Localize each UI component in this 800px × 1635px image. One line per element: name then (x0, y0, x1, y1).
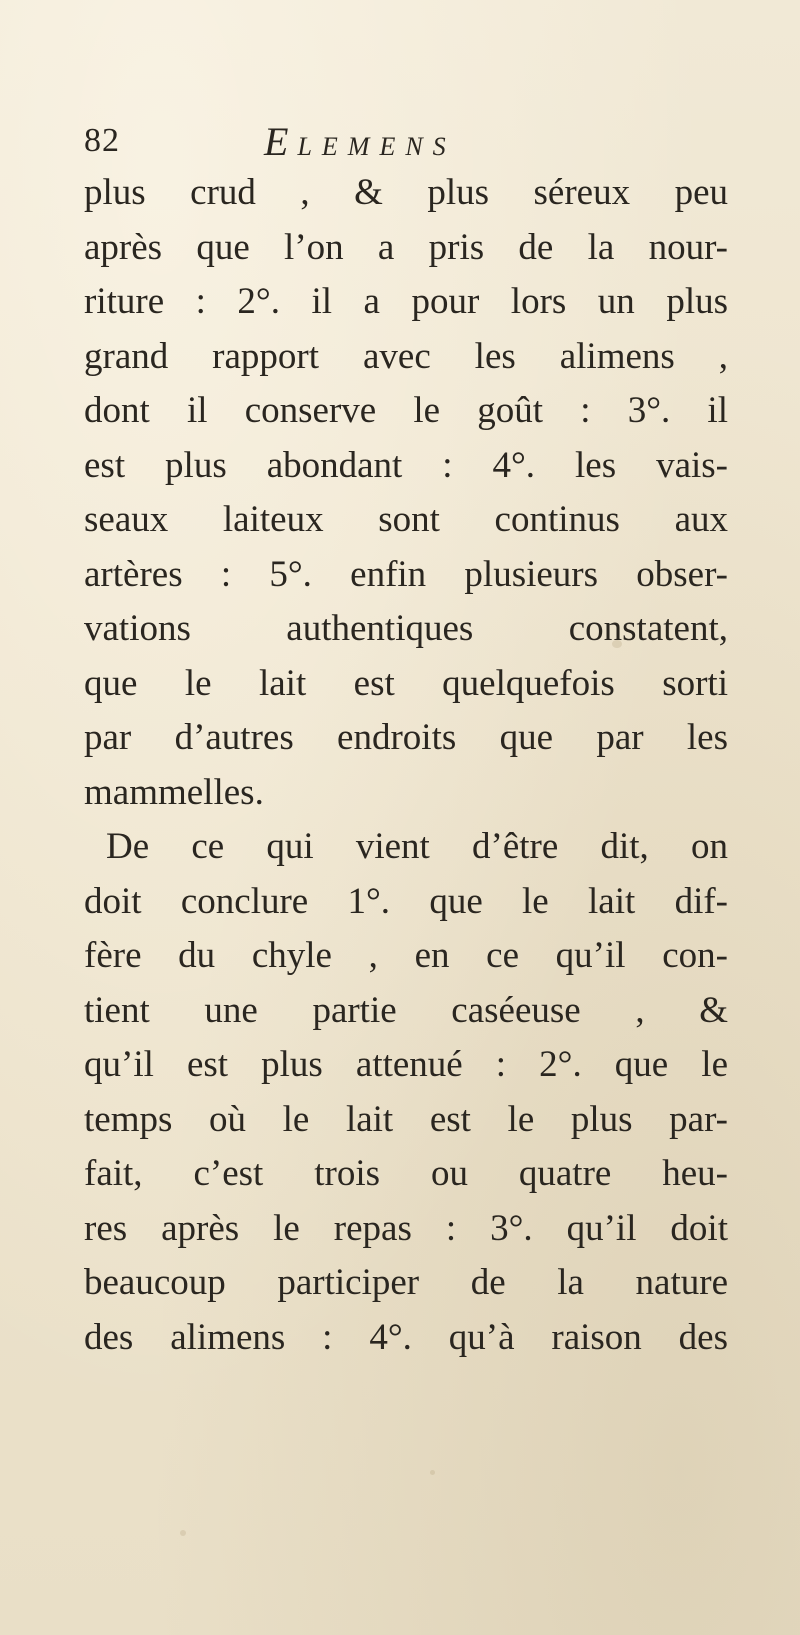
text-line: seaux laiteux sont continus aux (84, 499, 728, 540)
text-line: fère du chyle , en ce qu’il con- (84, 935, 728, 976)
page-number: 82 (84, 122, 120, 159)
text-line: des alimens : 4°. qu’à raison des (84, 1316, 728, 1358)
text-line: dont il conserve le goût : 3°. il (84, 390, 728, 431)
text-line: doit conclure 1°. que le lait dif- (84, 880, 728, 922)
text-line: De ce qui vient d’être dit, on (106, 826, 728, 867)
text-line: que le lait est quelquefois sorti (84, 662, 728, 704)
text-line: res après le repas : 3°. qu’il doit (84, 1207, 728, 1249)
running-head-rest: LEMENS (297, 132, 456, 161)
text-line: mammelles. (84, 771, 264, 813)
paper-stain (430, 1470, 435, 1475)
text-line: par d’autres endroits que par les (84, 717, 728, 758)
text-line: artères : 5°. enfin plusieurs obser- (84, 553, 728, 595)
paper-stain (180, 1530, 186, 1536)
text-line: riture : 2°. il a pour lors un plus (84, 281, 728, 322)
text-line: fait, c’est trois ou quatre heu- (84, 1153, 728, 1194)
running-head-initial: E (264, 119, 298, 164)
text-line: tient une partie caséeuse , & (84, 989, 728, 1031)
text-line: après que l’on a pris de la nour- (84, 226, 728, 268)
text-line: beaucoup participer de la nature (84, 1262, 728, 1303)
text-line: grand rapport avec les alimens , (84, 335, 728, 377)
text-line: qu’il est plus attenué : 2°. que le (84, 1044, 728, 1085)
text-line: est plus abondant : 4°. les vais- (84, 444, 728, 486)
running-head (264, 118, 456, 165)
body-text (84, 166, 728, 1365)
text-line: temps où le lait est le plus par- (84, 1098, 728, 1140)
text-line: vations authentiques constatent, (84, 608, 728, 649)
text-line: plus crud , & plus séreux peu (84, 172, 728, 213)
page-header (84, 118, 724, 168)
